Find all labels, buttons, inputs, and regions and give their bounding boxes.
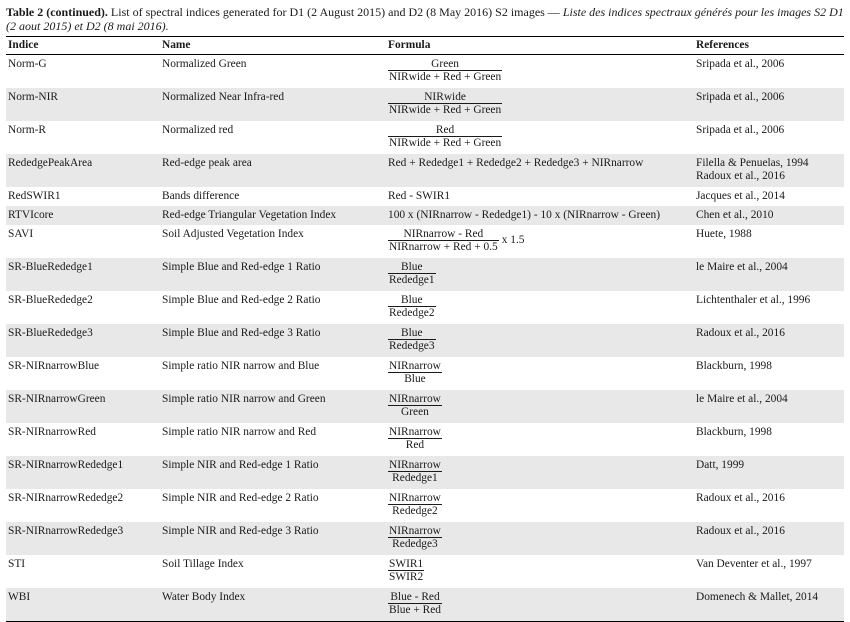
reference-line: Domenech & Mallet, 2014: [696, 591, 819, 603]
cell-formula: [386, 225, 694, 258]
cell-formula: [386, 206, 694, 225]
reference-line: Radoux et al., 2016: [696, 170, 785, 182]
cell-formula: [386, 88, 694, 121]
cell-references: [694, 225, 844, 258]
cell-indice: SR-NIRnarrowRededge1: [8, 459, 124, 471]
reference-line: Sripada et al., 2006: [696, 91, 785, 103]
cell-formula: [386, 357, 694, 390]
formula-denominator: SWIR2: [389, 571, 424, 583]
cell-references: [694, 555, 844, 588]
cell-formula: [386, 55, 694, 89]
cell-formula: [386, 489, 694, 522]
table-row: [6, 206, 844, 225]
formula-numerator: Blue: [401, 327, 423, 339]
formula-denominator: Red: [388, 438, 442, 451]
cell-indice: RededgePeakArea: [8, 157, 93, 169]
formula-denominator: Blue: [388, 372, 442, 385]
formula-fraction: [388, 558, 424, 583]
formula-denominator: NIRwide + Red + Green: [389, 71, 502, 83]
formula-numerator: NIRwide: [424, 91, 466, 103]
cell-name: Simple Blue and Red-edge 2 Ratio: [162, 294, 321, 306]
reference-line: Sripada et al., 2006: [696, 58, 785, 70]
table-body: [6, 55, 844, 622]
cell-references: [694, 206, 844, 225]
reference-line: Jacques et al., 2014: [696, 190, 785, 202]
table-caption: [6, 5, 844, 33]
cell-name: Red-edge Triangular Vegetation Index: [162, 209, 337, 221]
cell-references: [694, 291, 844, 324]
cell-references: [694, 423, 844, 456]
cell-indice: SR-BlueRededge3: [8, 327, 93, 339]
cell-name: Simple Blue and Red-edge 3 Ratio: [162, 327, 321, 339]
cell-references: [694, 456, 844, 489]
cell-indice: Norm-NIR: [8, 91, 58, 103]
formula-denominator: NIRwide + Red + Green: [389, 104, 502, 116]
cell-name: Simple NIR and Red-edge 3 Ratio: [162, 525, 319, 537]
reference-line: le Maire et al., 2004: [696, 393, 788, 405]
cell-indice: Norm-R: [8, 124, 46, 136]
cell-formula: [386, 555, 694, 588]
formula-numerator: Blue: [401, 294, 423, 306]
table-row: [6, 55, 844, 89]
table-row: [6, 291, 844, 324]
formula-fraction: [388, 591, 442, 616]
cell-references: [694, 324, 844, 357]
table-row: [6, 357, 844, 390]
cell-formula: [386, 258, 694, 291]
formula-fraction: [388, 525, 442, 550]
cell-formula: [386, 588, 694, 622]
formula-fraction: [388, 228, 499, 253]
formula-fraction: [388, 124, 502, 149]
spectral-indices-table: [6, 36, 844, 622]
table-header-row: [6, 37, 844, 55]
formula-fraction: [388, 393, 442, 418]
table-row: [6, 225, 844, 258]
cell-name: Simple NIR and Red-edge 2 Ratio: [162, 492, 319, 504]
table-row: [6, 390, 844, 423]
formula-numerator: NIRnarrow: [389, 492, 441, 504]
cell-name: Bands difference: [162, 190, 240, 202]
cell-name: Red-edge peak area: [162, 157, 252, 169]
table-row: [6, 154, 844, 187]
cell-indice: SAVI: [8, 228, 34, 240]
reference-line: Filella & Penuelas, 1994: [696, 157, 809, 169]
formula-fraction: [388, 459, 442, 484]
cell-formula: [386, 187, 694, 206]
formula-numerator: NIRnarrow: [389, 525, 441, 537]
formula-fraction: [388, 294, 436, 319]
formula-fraction: [388, 492, 442, 517]
cell-formula: [386, 291, 694, 324]
cell-references: [694, 88, 844, 121]
formula-multiplier: x 1.5: [501, 234, 525, 246]
formula-fraction: [388, 58, 502, 83]
formula-denominator: Blue + Red: [389, 604, 441, 616]
table-row: [6, 187, 844, 206]
formula-denominator: Rededge3: [388, 537, 442, 550]
cell-name: Simple ratio NIR narrow and Red: [162, 426, 317, 438]
caption-lead: Table 2 (continued).: [6, 5, 108, 19]
table-row: [6, 522, 844, 555]
cell-indice: Norm-G: [8, 58, 47, 70]
formula-fraction: [388, 91, 502, 116]
cell-references: [694, 522, 844, 555]
formula-denominator: Rededge1: [389, 274, 435, 286]
formula-numerator: Blue: [401, 261, 423, 273]
formula-numerator: NIRnarrow - Red: [403, 228, 484, 240]
cell-references: [694, 55, 844, 89]
cell-references: [694, 390, 844, 423]
header-references: References: [696, 39, 749, 51]
formula-denominator: Rededge1: [388, 471, 442, 484]
reference-line: Blackburn, 1998: [696, 360, 772, 372]
cell-name: Normalized red: [162, 124, 234, 136]
reference-line: Van Deventer et al., 1997: [696, 558, 812, 570]
formula-text: Red - SWIR1: [388, 190, 451, 202]
table-row: [6, 121, 844, 154]
formula-denominator: Green: [388, 405, 442, 418]
cell-name: Simple NIR and Red-edge 1 Ratio: [162, 459, 319, 471]
table-row: [6, 258, 844, 291]
formula-numerator: Red: [435, 124, 455, 136]
reference-line: Radoux et al., 2016: [696, 327, 785, 339]
formula-numerator: NIRnarrow: [389, 459, 441, 471]
formula-fraction: [388, 426, 442, 451]
reference-line: Sripada et al., 2006: [696, 124, 785, 136]
formula-denominator: Rededge2: [388, 504, 442, 517]
header-formula: Formula: [388, 39, 431, 51]
cell-name: Simple ratio NIR narrow and Green: [162, 393, 326, 405]
cell-indice: SR-NIRnarrowBlue: [8, 360, 100, 372]
cell-formula: [386, 522, 694, 555]
cell-name: Simple ratio NIR narrow and Blue: [162, 360, 320, 372]
formula-denominator: NIRnarrow + Red + 0.5: [389, 241, 498, 253]
cell-name: Normalized Green: [162, 58, 247, 70]
table-row: [6, 456, 844, 489]
formula-text: 100 x (NIRnarrow - Rededge1) - 10 x (NIRnarrow - Green): [388, 209, 661, 221]
formula-denominator: Rededge2: [389, 307, 435, 319]
formula-fraction: [388, 360, 442, 385]
formula-text: Red + Rededge1 + Rededge2 + Rededge3 + NIRnarrow: [388, 157, 644, 169]
formula-numerator: Green: [431, 58, 459, 70]
reference-line: Radoux et al., 2016: [696, 525, 785, 537]
formula-numerator: SWIR1: [389, 558, 424, 570]
cell-formula: [386, 456, 694, 489]
reference-line: Lichtenthaler et al., 1996: [696, 294, 811, 306]
cell-name: Water Body Index: [162, 591, 246, 603]
cell-indice: STI: [8, 558, 26, 570]
cell-indice: SR-BlueRededge2: [8, 294, 93, 306]
cell-references: [694, 258, 844, 291]
cell-indice: WBI: [8, 591, 31, 603]
formula-denominator: NIRwide + Red + Green: [389, 137, 502, 149]
cell-name: Simple Blue and Red-edge 1 Ratio: [162, 261, 321, 273]
formula-numerator: NIRnarrow: [389, 393, 441, 405]
formula-numerator: NIRnarrow: [389, 426, 441, 438]
reference-line: Datt, 1999: [696, 459, 745, 471]
formula-numerator: Blue - Red: [390, 591, 440, 603]
cell-name: Soil Tillage Index: [162, 558, 244, 570]
formula-fraction: [388, 261, 436, 286]
header-name: Name: [162, 39, 191, 51]
cell-references: [694, 588, 844, 622]
reference-line: le Maire et al., 2004: [696, 261, 788, 273]
cell-formula: [386, 324, 694, 357]
cell-name: Soil Adjusted Vegetation Index: [162, 228, 304, 240]
cell-indice: SR-NIRnarrowRed: [8, 426, 96, 438]
table-row: [6, 555, 844, 588]
cell-indice: SR-NIRnarrowRededge3: [8, 525, 124, 537]
cell-indice: SR-NIRnarrowRededge2: [8, 492, 124, 504]
cell-indice: SR-BlueRededge1: [8, 261, 93, 273]
cell-references: [694, 489, 844, 522]
caption-french: Liste des indices spectraux générés pour les images S2 D1 (2 aout 2015) et D2 (8 mai 2016).: [6, 5, 844, 33]
table-row: [6, 88, 844, 121]
formula-denominator: Rededge3: [389, 340, 435, 352]
cell-references: [694, 121, 844, 154]
cell-indice: RTVIcore: [8, 209, 54, 221]
cell-formula: [386, 154, 694, 187]
reference-line: Huete, 1988: [696, 228, 752, 240]
cell-formula: [386, 390, 694, 423]
cell-references: [694, 357, 844, 390]
caption-english: List of spectral indices generated for D1 (2 August 2015) and D2 (8 May 2016) S2 images —: [107, 5, 563, 19]
reference-line: Blackburn, 1998: [696, 426, 772, 438]
formula-fraction: [388, 327, 436, 352]
cell-references: [694, 154, 844, 187]
cell-formula: [386, 423, 694, 456]
cell-references: [694, 187, 844, 206]
cell-formula: [386, 121, 694, 154]
table-row: [6, 588, 844, 622]
table-row: [6, 324, 844, 357]
cell-indice: SR-NIRnarrowGreen: [8, 393, 106, 405]
cell-indice: RedSWIR1: [8, 190, 61, 202]
header-indice: Indice: [8, 39, 39, 51]
cell-name: Normalized Near Infra-red: [162, 91, 285, 103]
table-row: [6, 489, 844, 522]
table-row: [6, 423, 844, 456]
formula-numerator: NIRnarrow: [389, 360, 441, 372]
reference-line: Chen et al., 2010: [696, 209, 774, 221]
reference-line: Radoux et al., 2016: [696, 492, 785, 504]
